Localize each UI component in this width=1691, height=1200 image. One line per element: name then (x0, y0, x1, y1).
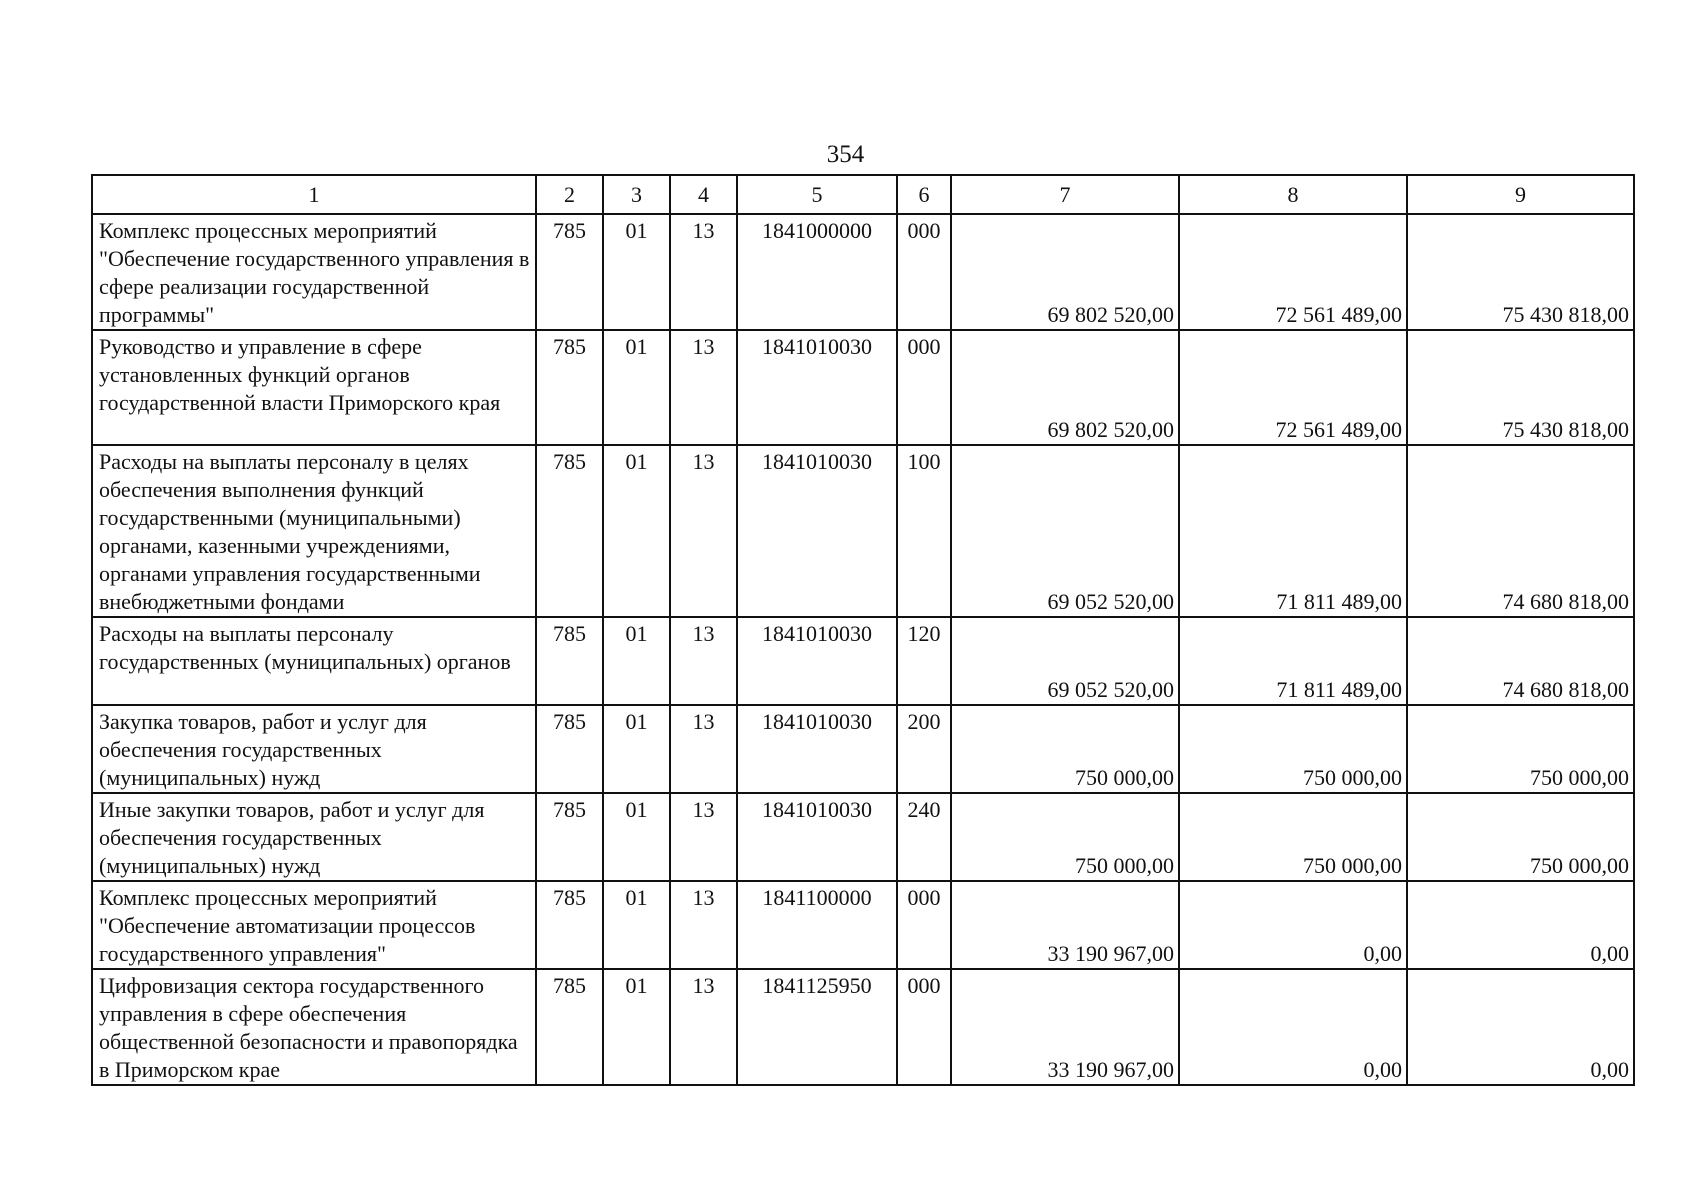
code-cell: 01 (603, 445, 670, 617)
table-row (92, 330, 1634, 445)
table-row (92, 793, 1634, 881)
amount-cell: 33 190 967,00 (951, 881, 1179, 969)
amount-cell: 71 811 489,00 (1179, 445, 1407, 617)
amount-cell: 75 430 818,00 (1407, 330, 1634, 445)
code-cell: 000 (897, 969, 951, 1085)
item-name-cell: Комплекс процессных мероприятий "Обеспечение государственного управления в сфере реализации государственной программы" (92, 214, 536, 330)
code-cell: 000 (897, 330, 951, 445)
item-name-cell: Комплекс процессных мероприятий "Обеспечение автоматизации процессов государственного управления" (92, 881, 536, 969)
code-cell: 13 (670, 214, 737, 330)
code-cell: 1841000000 (737, 214, 897, 330)
page-number: 354 (826, 141, 865, 168)
table-row (92, 969, 1634, 1085)
amount-cell: 0,00 (1179, 969, 1407, 1085)
code-cell: 13 (670, 793, 737, 881)
code-cell: 240 (897, 793, 951, 881)
column-header: 6 (897, 175, 951, 214)
code-cell: 01 (603, 214, 670, 330)
amount-cell: 74 680 818,00 (1407, 445, 1634, 617)
code-cell: 785 (536, 330, 603, 445)
code-cell: 1841100000 (737, 881, 897, 969)
code-cell: 13 (670, 881, 737, 969)
column-header: 8 (1179, 175, 1407, 214)
code-cell: 785 (536, 445, 603, 617)
code-cell: 1841010030 (737, 793, 897, 881)
column-header: 5 (737, 175, 897, 214)
amount-cell: 72 561 489,00 (1179, 330, 1407, 445)
amount-cell: 0,00 (1179, 881, 1407, 969)
amount-cell: 71 811 489,00 (1179, 617, 1407, 705)
amount-cell: 75 430 818,00 (1407, 214, 1634, 330)
code-cell: 1841010030 (737, 445, 897, 617)
amount-cell: 69 802 520,00 (951, 214, 1179, 330)
column-header: 2 (536, 175, 603, 214)
code-cell: 1841010030 (737, 705, 897, 793)
column-header: 1 (92, 175, 536, 214)
code-cell: 000 (897, 214, 951, 330)
code-cell: 13 (670, 445, 737, 617)
code-cell: 01 (603, 705, 670, 793)
column-header: 3 (603, 175, 670, 214)
code-cell: 785 (536, 793, 603, 881)
code-cell: 785 (536, 881, 603, 969)
code-cell: 01 (603, 969, 670, 1085)
table-header-row (92, 175, 1634, 214)
code-cell: 100 (897, 445, 951, 617)
amount-cell: 74 680 818,00 (1407, 617, 1634, 705)
item-name-cell: Руководство и управление в сфере установленных функций органов государственной власти Приморского края (92, 330, 536, 445)
code-cell: 785 (536, 969, 603, 1085)
amount-cell: 750 000,00 (1179, 793, 1407, 881)
table-row (92, 617, 1634, 705)
item-name-cell: Цифровизация сектора государственного управления в сфере обеспечения общественной безопасности и правопорядка в Приморском крае (92, 969, 536, 1085)
column-header: 4 (670, 175, 737, 214)
budget-table (91, 174, 1635, 1086)
code-cell: 13 (670, 705, 737, 793)
code-cell: 785 (536, 617, 603, 705)
item-name-cell: Расходы на выплаты персоналу государственных (муниципальных) органов (92, 617, 536, 705)
code-cell: 120 (897, 617, 951, 705)
amount-cell: 750 000,00 (1407, 793, 1634, 881)
code-cell: 13 (670, 330, 737, 445)
table-row (92, 214, 1634, 330)
amount-cell: 0,00 (1407, 969, 1634, 1085)
table-row (92, 705, 1634, 793)
table-row (92, 881, 1634, 969)
table-row (92, 445, 1634, 617)
amount-cell: 69 052 520,00 (951, 445, 1179, 617)
item-name-cell: Расходы на выплаты персоналу в целях обеспечения выполнения функций государственными (муниципальными) органами, казенными учреждениями, органами управления государственными внебюджетными фондами (92, 445, 536, 617)
amount-cell: 750 000,00 (951, 705, 1179, 793)
item-name-cell: Закупка товаров, работ и услуг для обеспечения государственных (муниципальных) нужд (92, 705, 536, 793)
item-name-cell: Иные закупки товаров, работ и услуг для обеспечения государственных (муниципальных) нужд (92, 793, 536, 881)
code-cell: 01 (603, 617, 670, 705)
code-cell: 01 (603, 330, 670, 445)
amount-cell: 750 000,00 (951, 793, 1179, 881)
code-cell: 13 (670, 969, 737, 1085)
amount-cell: 750 000,00 (1179, 705, 1407, 793)
code-cell: 785 (536, 705, 603, 793)
code-cell: 13 (670, 617, 737, 705)
code-cell: 1841010030 (737, 330, 897, 445)
amount-cell: 0,00 (1407, 881, 1634, 969)
amount-cell: 69 802 520,00 (951, 330, 1179, 445)
amount-cell: 69 052 520,00 (951, 617, 1179, 705)
code-cell: 785 (536, 214, 603, 330)
amount-cell: 750 000,00 (1407, 705, 1634, 793)
column-header: 9 (1407, 175, 1634, 214)
code-cell: 1841010030 (737, 617, 897, 705)
code-cell: 01 (603, 881, 670, 969)
code-cell: 200 (897, 705, 951, 793)
code-cell: 1841125950 (737, 969, 897, 1085)
amount-cell: 33 190 967,00 (951, 969, 1179, 1085)
code-cell: 01 (603, 793, 670, 881)
code-cell: 000 (897, 881, 951, 969)
amount-cell: 72 561 489,00 (1179, 214, 1407, 330)
column-header: 7 (951, 175, 1179, 214)
